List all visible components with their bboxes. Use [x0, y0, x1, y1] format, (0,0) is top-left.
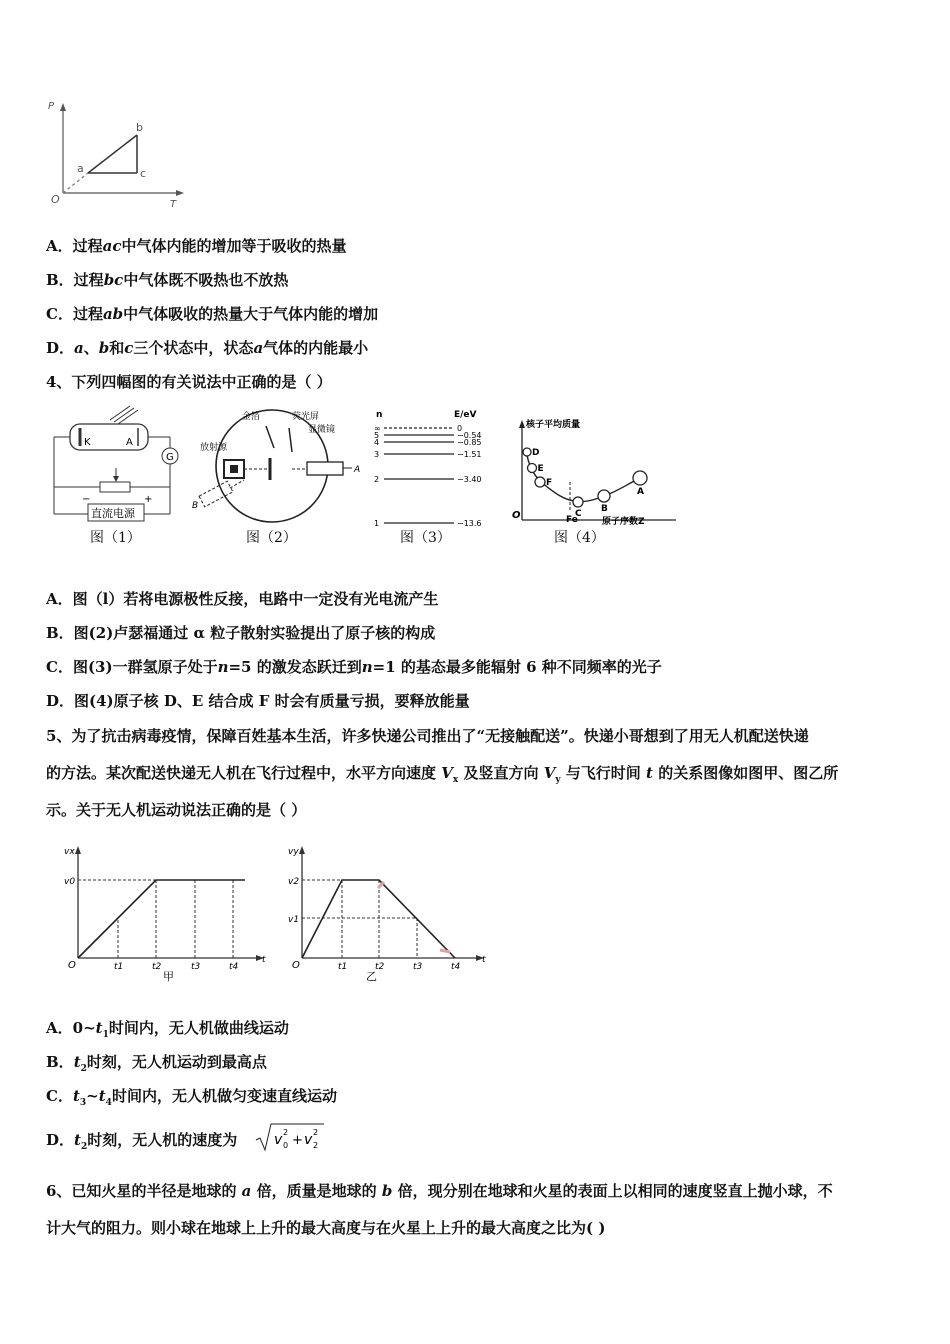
formula-sub0: 0 [283, 1141, 289, 1150]
q4-fig3 [368, 406, 498, 532]
q5-option-b: B．$t_2$时刻，无人机运动到最高点 [46, 1053, 267, 1074]
label-a-pos: A [354, 465, 361, 475]
label-n: n [376, 410, 383, 420]
yi-origin: O [292, 960, 300, 971]
q4-option-d: D．图(4)原子核 D、E 结合成 F 时会有质量亏损，要释放能量 [46, 692, 470, 710]
energy-level-e: −0.54 [457, 431, 482, 440]
energy-level-n: ∞ [374, 424, 381, 433]
yi-t3: t3 [413, 962, 423, 972]
fig3-caption: 图（3） [400, 530, 451, 546]
q6-stem-line1: 6、已知火星的半径是地球的 a 倍，质量是地球的 b 倍，现分别在地球和火星的表面上以相同的速度竖直上抛小球，不 [46, 1182, 833, 1200]
yi-t4: t4 [451, 962, 461, 972]
q5-stem-line1: 5、为了抗击病毒疫情，保障百姓基本生活，许多快递公司推出了“无接触配送”。快递小哥想到了用无人机配送快递 [46, 727, 809, 745]
label-e: E/eV [454, 410, 477, 420]
q4-option-a: A．图（l）若将电源极性反接，电路中一定没有光电流产生 [46, 590, 439, 608]
label-microscope: 显微镜 [308, 425, 336, 435]
dc-source-label: 直流电源 [91, 507, 135, 520]
yi-y-axis: vy [288, 847, 299, 857]
jia-origin: O [68, 960, 76, 971]
nucleus-label: E [537, 464, 544, 474]
q6-stem-line2: 计大气的阻力。则小球在地球上上升的最大高度与在火星上上升的最大高度之比为( ) [46, 1219, 606, 1237]
sqrt-formula [254, 1120, 326, 1154]
q3-option-d: D．a、b和c三个状态中，状态a气体的内能最小 [46, 339, 369, 357]
energy-level-e: −1.51 [457, 450, 482, 459]
label-b-pos: B [192, 501, 199, 511]
jia-v0: v0 [64, 877, 76, 887]
line-ab [88, 135, 137, 173]
jia-t: t [262, 955, 266, 965]
pt-graph [40, 95, 190, 210]
fig2-caption: 图（2） [246, 530, 297, 546]
formula-sub2: 2 [313, 1141, 319, 1150]
nucleus-point [528, 464, 537, 473]
jia-t2: t2 [152, 962, 162, 972]
q4-stem: 4、下列四幅图的有关说法中正确的是（ ） [46, 373, 332, 391]
yi-t1: t1 [338, 962, 348, 972]
yi-caption: 乙 [366, 970, 377, 982]
minus-sign: − [82, 494, 91, 505]
plus-sign: + [144, 494, 153, 505]
formula-plus: + [292, 1133, 303, 1148]
label-screen: 荧光屏 [292, 412, 320, 422]
q5-graph-jia [60, 842, 275, 982]
label-a: A [126, 437, 133, 448]
q4-fig2 [192, 408, 367, 526]
point-b: b [136, 121, 143, 134]
fig1-caption: 图（1） [90, 530, 141, 546]
fig4-origin: O [512, 510, 521, 521]
energy-level-n: 5 [374, 431, 380, 440]
formula-sup0: 2 [283, 1128, 289, 1137]
nucleus-point [573, 497, 583, 507]
energy-level-e: 0 [457, 424, 463, 433]
fig4-caption: 图（4） [554, 530, 605, 546]
jia-t4: t4 [229, 962, 239, 972]
nucleus-point [598, 490, 610, 502]
q5-stem-line3: 示。关于无人机运动说法正确的是（ ） [46, 801, 307, 819]
label-k: K [84, 437, 91, 448]
origin-o: O [51, 193, 60, 206]
jia-t1: t1 [114, 962, 124, 972]
q4-fig1 [48, 404, 183, 522]
nucleus-label: A [637, 487, 644, 497]
energy-level-e: −13.6 [457, 519, 482, 528]
nucleus-point [535, 477, 545, 487]
yi-v2: v2 [288, 877, 300, 887]
yi-v1: v1 [288, 915, 300, 925]
q5-stem-line2: 的方法。某次配送快递无人机在飞行过程中，水平方向速度 $V_x$ 及竖直方向 $V_y$ 与飞行时间 t 的关系图像如图甲、图乙所 [46, 764, 839, 785]
point-a: a [77, 162, 84, 175]
fig4-title: 核子平均质量 [526, 420, 581, 430]
formula-sup2: 2 [313, 1128, 319, 1137]
q4-fig4 [510, 412, 680, 530]
q3-option-a: A．过程ac中气体内能的增加等于吸收的热量 [46, 237, 347, 255]
point-c: c [140, 167, 147, 180]
nucleus-label: D [532, 448, 540, 458]
energy-level-n: 1 [374, 519, 380, 528]
jia-y-axis: vx [64, 847, 75, 857]
q4-option-c: C．图(3)一群氢原子处于n=5 的激发态跃迁到n=1 的基态最多能辐射 6 种不同频率的光子 [46, 658, 662, 676]
q3-option-b: B．过程bc中气体既不吸热也不放热 [46, 271, 289, 289]
fig4-fe: Fe [566, 515, 578, 525]
energy-level-n: 4 [374, 438, 380, 447]
q5-option-d: D．$t_2$时刻，无人机的速度为 [46, 1131, 238, 1152]
energy-level-e: −3.40 [457, 475, 482, 484]
nucleus-point [523, 448, 531, 456]
axis-t: T [170, 199, 177, 210]
energy-level-n: 2 [374, 475, 380, 484]
fig4-xlabel: 原子序数Z [602, 517, 645, 527]
nucleus-label: F [546, 478, 553, 488]
formula-v2: v [304, 1132, 313, 1148]
nucleus-label: B [601, 504, 608, 514]
label-g: G [166, 452, 174, 463]
yi-t: t [482, 955, 486, 965]
axis-p: P [48, 101, 55, 112]
nucleus-point [633, 471, 647, 485]
nucleus-label: C [575, 509, 582, 519]
jia-caption: 甲 [163, 970, 174, 982]
jia-t3: t3 [191, 962, 201, 972]
energy-level-n: 3 [374, 450, 380, 459]
formula-v0: v [274, 1132, 283, 1148]
vx-curve [78, 880, 245, 958]
q4-option-b: B．图(2)卢瑟福通过 α 粒子散射实验提出了原子核的构成 [46, 624, 436, 642]
energy-level-e: −0.85 [457, 438, 482, 447]
label-source: 放射源 [200, 443, 228, 453]
label-gold-foil: 金箔 [242, 412, 261, 422]
rheostat [100, 482, 130, 492]
q3-option-c: C．过程ab中气体吸收的热量大于气体内能的增加 [46, 305, 379, 323]
q5-option-a: A．$0\sim t_1$时间内，无人机做曲线运动 [46, 1019, 289, 1040]
q5-option-c: C．$t_3\sim t_4$时间内，无人机做匀变速直线运动 [46, 1087, 337, 1108]
yi-t2: t2 [375, 962, 385, 972]
q5-graph-yi [282, 842, 492, 982]
